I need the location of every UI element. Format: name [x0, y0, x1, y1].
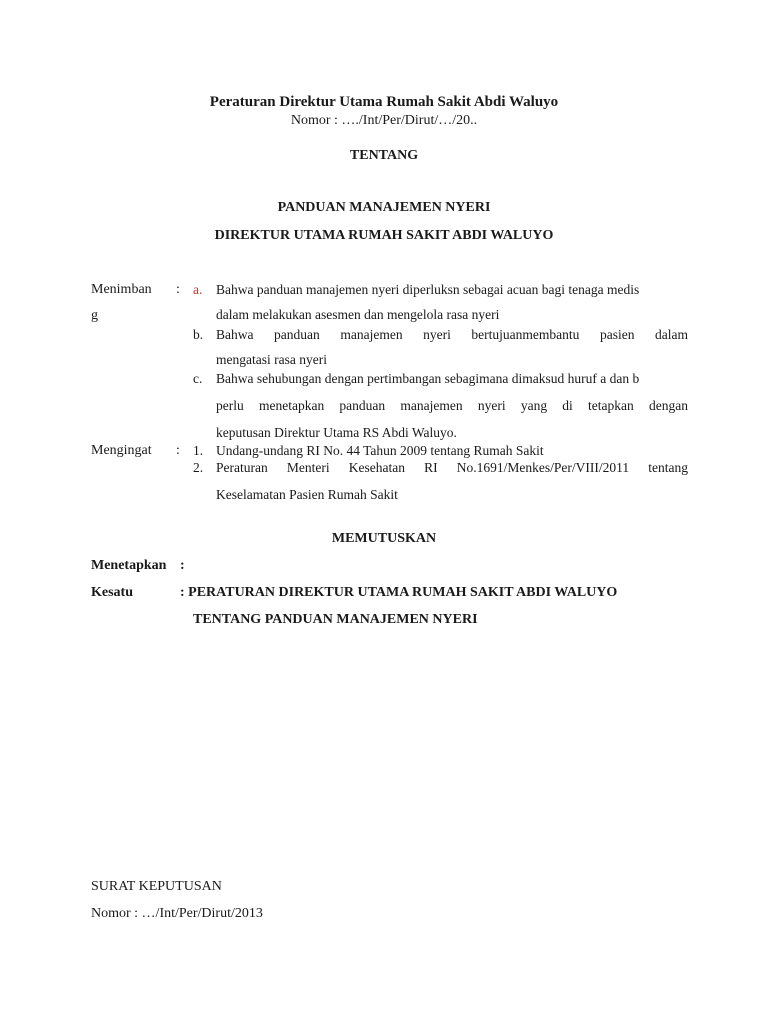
menimbang-colon: : — [176, 282, 180, 297]
mengingat-label: Mengingat — [91, 443, 152, 458]
menimbang-b-line1: Bahwa panduan manajemen nyeri bertujuanmembantu pasien dalam — [216, 327, 688, 342]
decision-heading: MEMUTUSKAN — [331, 531, 437, 546]
mengingat-2-line2: Keselamatan Pasien Rumah Sakit — [216, 487, 398, 502]
mengingat-2-line1: Peraturan Menteri Kesehatan RI No.1691/Menkes/Per/VIII/2011 tentang — [216, 460, 688, 475]
document-number: Nomor : …./Int/Per/Dirut/…/20.. — [290, 113, 478, 128]
kesatu-line1: : PERATURAN DIREKTUR UTAMA RUMAH SAKIT ABDI WALUYO — [180, 585, 618, 600]
menimbang-label-line1: Menimban — [91, 282, 152, 297]
footer-title: SURAT KEPUTUSAN — [91, 879, 222, 894]
menimbang-marker-c: c. — [193, 371, 203, 386]
subject-heading: PANDUAN MANAJEMEN NYERI — [277, 200, 491, 215]
menimbang-a-line1: Bahwa panduan manajemen nyeri diperluksn sebagai acuan bagi tenaga medis — [216, 282, 640, 297]
mengingat-1-line1: Undang-undang RI No. 44 Tahun 2009 tentang Rumah Sakit — [216, 443, 544, 458]
document-title: Peraturan Direktur Utama Rumah Sakit Abdi Waluyo — [209, 94, 559, 110]
kesatu-line2: TENTANG PANDUAN MANAJEMEN NYERI — [193, 612, 478, 627]
menimbang-a-line2: dalam melakukan asesmen dan mengelola rasa nyeri — [216, 307, 500, 322]
mengingat-marker-2: 2. — [193, 460, 204, 475]
menimbang-c-line1: Bahwa sehubungan dengan pertimbangan sebagimana dimaksud huruf a dan b — [216, 371, 640, 386]
menimbang-c-line3: keputusan Direktur Utama RS Abdi Waluyo. — [216, 425, 457, 440]
menimbang-marker-a: a. — [193, 282, 203, 297]
issuer-heading: DIREKTUR UTAMA RUMAH SAKIT ABDI WALUYO — [214, 228, 554, 243]
mengingat-marker-1: 1. — [193, 443, 204, 458]
menetapkan-colon: : — [180, 558, 185, 573]
menimbang-label-line2: g — [91, 308, 98, 323]
mengingat-colon: : — [176, 443, 180, 458]
footer-number: Nomor : …/Int/Per/Dirut/2013 — [91, 906, 263, 921]
menimbang-b-line2: mengatasi rasa nyeri — [216, 352, 327, 367]
menimbang-marker-b: b. — [193, 327, 204, 342]
menetapkan-label: Menetapkan — [91, 558, 167, 573]
about-heading: TENTANG — [349, 148, 419, 163]
menimbang-c-line2: perlu menetapkan panduan manajemen nyeri yang di tetapkan dengan — [216, 398, 688, 413]
kesatu-label: Kesatu — [91, 585, 133, 600]
